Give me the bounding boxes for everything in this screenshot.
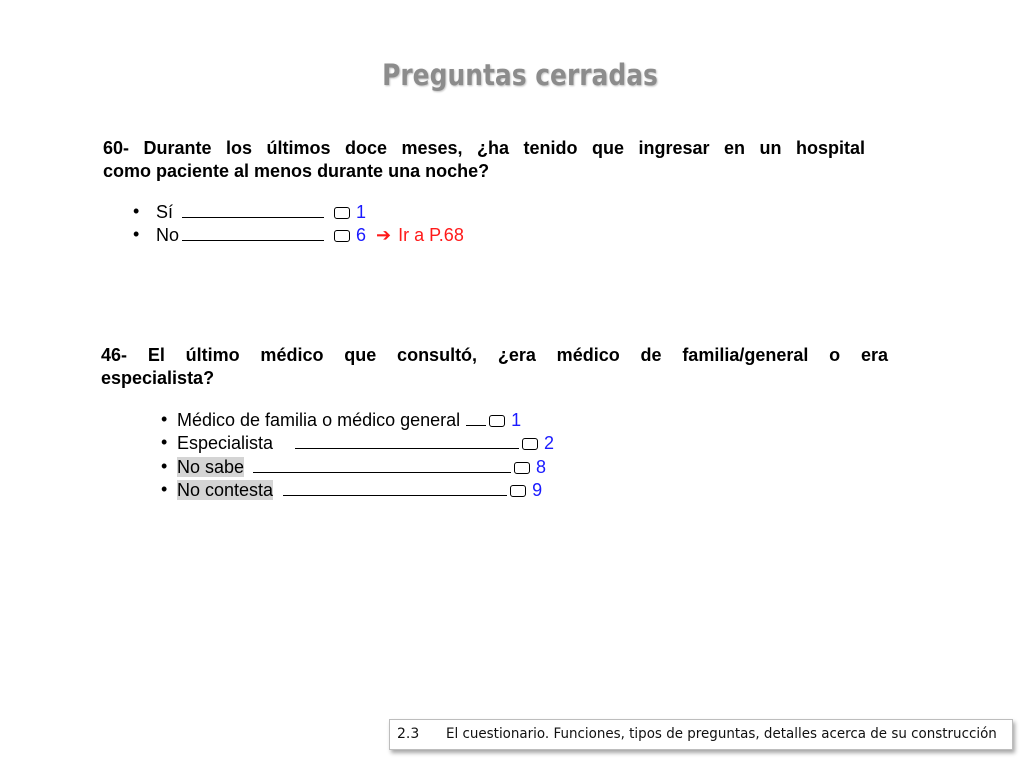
- option-label: No: [156, 225, 180, 245]
- bullet-dot-icon: •: [133, 201, 140, 221]
- footer-section-number: 2.3: [397, 726, 420, 742]
- question-number: 46: [101, 345, 122, 365]
- arrow-right-icon: ➔: [376, 225, 392, 245]
- option-label: Médico de familia o médico general: [177, 410, 461, 430]
- answer-line: [253, 456, 511, 473]
- bullet-dot-icon: •: [161, 479, 168, 499]
- option-code: 1: [511, 410, 522, 430]
- option-code: 9: [532, 480, 543, 500]
- question-46-line-2: especialista?: [101, 368, 215, 388]
- checkbox-icon[interactable]: [334, 230, 350, 242]
- option-code: 1: [356, 202, 367, 222]
- option-code: 8: [536, 457, 547, 477]
- question-46-text: [101, 344, 888, 390]
- checkbox-icon[interactable]: [514, 462, 530, 474]
- question-46-line-1: [101, 344, 888, 367]
- question-60-text: [103, 137, 865, 183]
- question-46-option-no-sabe: [177, 456, 546, 479]
- question-60-line-1: 60- Durante los últimos doce meses, ¿ha tenido que ingresar en un hospital: [103, 138, 865, 158]
- checkbox-icon[interactable]: [489, 415, 505, 427]
- option-code: 6: [356, 225, 367, 245]
- footer-section-title: El cuestionario. Funciones, tipos de preguntas, detalles acerca de su construcción: [446, 726, 997, 742]
- option-code: 2: [544, 433, 555, 453]
- question-60-line-2: como paciente al menos durante una noche?: [103, 161, 490, 181]
- checkbox-icon[interactable]: [522, 438, 538, 450]
- question-46-option-no-contesta: [177, 479, 542, 502]
- option-label: No contesta: [177, 480, 274, 500]
- option-label: No sabe: [177, 457, 245, 477]
- answer-line: [295, 432, 519, 449]
- bullet-dot-icon: •: [161, 409, 168, 429]
- question-46-option-especialista: [177, 432, 554, 455]
- option-label: Sí: [156, 202, 174, 222]
- bullet-dot-icon: •: [133, 224, 140, 244]
- skip-instruction: Ir a P.68: [398, 225, 464, 245]
- slide-title: Preguntas cerradas: [382, 58, 658, 92]
- checkbox-icon[interactable]: [510, 485, 526, 497]
- question-46-option-medico-familia: [177, 409, 521, 432]
- answer-line: [182, 201, 324, 218]
- answer-line: [283, 479, 507, 496]
- question-60-option-no: [156, 224, 464, 247]
- question-60-option-si: [156, 201, 366, 224]
- footer-section-box: [389, 719, 1013, 750]
- checkbox-icon[interactable]: [334, 207, 350, 219]
- answer-line: [182, 224, 324, 241]
- bullet-dot-icon: •: [161, 456, 168, 476]
- bullet-dot-icon: •: [161, 432, 168, 452]
- question-46-line-1-text: - El último médico que consultó, ¿era médico de familia/general o era: [121, 345, 888, 365]
- option-label: Especialista: [177, 433, 274, 453]
- answer-line: [466, 409, 486, 426]
